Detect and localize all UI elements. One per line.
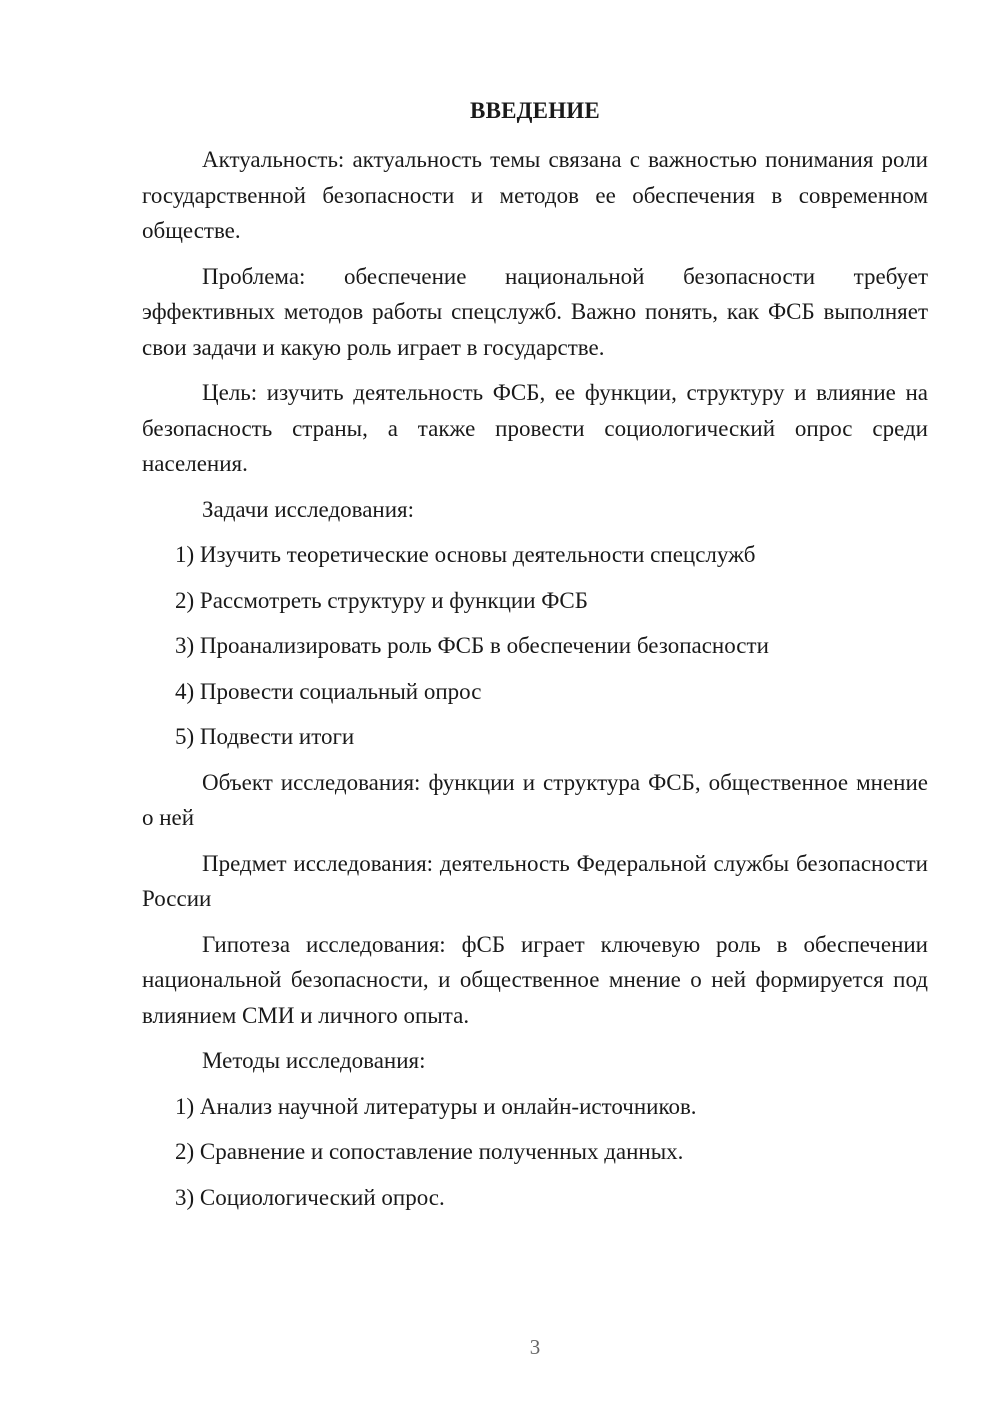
problem-paragraph: Проблема: обеспечение национальной безопасности требует эффективных методов работы спецслужб. Важно понять, как ФСБ выполняет свои задачи и какую роль играет в государстве. [142, 263, 928, 360]
section-heading: ВВЕДЕНИЕ [470, 98, 600, 123]
task-item-2: 2) Рассмотреть структуру и функции ФСБ [175, 587, 588, 613]
method-item-1: 1) Анализ научной литературы и онлайн-источников. [175, 1093, 697, 1119]
document-body [142, 142, 928, 1225]
tasks-label: Задачи исследования: [202, 496, 415, 522]
task-item-4: 4) Провести социальный опрос [175, 678, 482, 704]
hypothesis-paragraph: Гипотеза исследования: фСБ играет ключевую роль в обеспечении национальной безопасности, и общественное мнение о ней формируется под влиянием СМИ и личного опыта. [142, 931, 928, 1028]
task-item-1: 1) Изучить теоретические основы деятельности спецслужб [175, 542, 756, 567]
object-paragraph: Объект исследования: функции и структура ФСБ, общественное мнение о ней [142, 769, 928, 830]
method-item-3: 3) Социологический опрос. [175, 1184, 445, 1210]
goal-paragraph: Цель: изучить деятельность ФСБ, ее функции, структуру и влияние на безопасность страны, а также провести социологический опрос среди населения. [142, 380, 928, 476]
task-item-5: 5) Подвести итоги [175, 724, 355, 749]
page-number: 3 [529, 1335, 541, 1359]
task-item-3: 3) Проанализировать роль ФСБ в обеспечении безопасности [175, 633, 769, 658]
method-item-2: 2) Сравнение и сопоставление полученных данных. [175, 1139, 684, 1164]
relevance-paragraph: Актуальность: актуальность темы связана с важностью понимания роли государственной безопасности и методов ее обеспечения в современном обществе. [142, 147, 928, 243]
subject-paragraph: Предмет исследования: деятельность Федеральной службы безопасности России [142, 850, 928, 911]
methods-label: Методы исследования: [202, 1048, 426, 1073]
